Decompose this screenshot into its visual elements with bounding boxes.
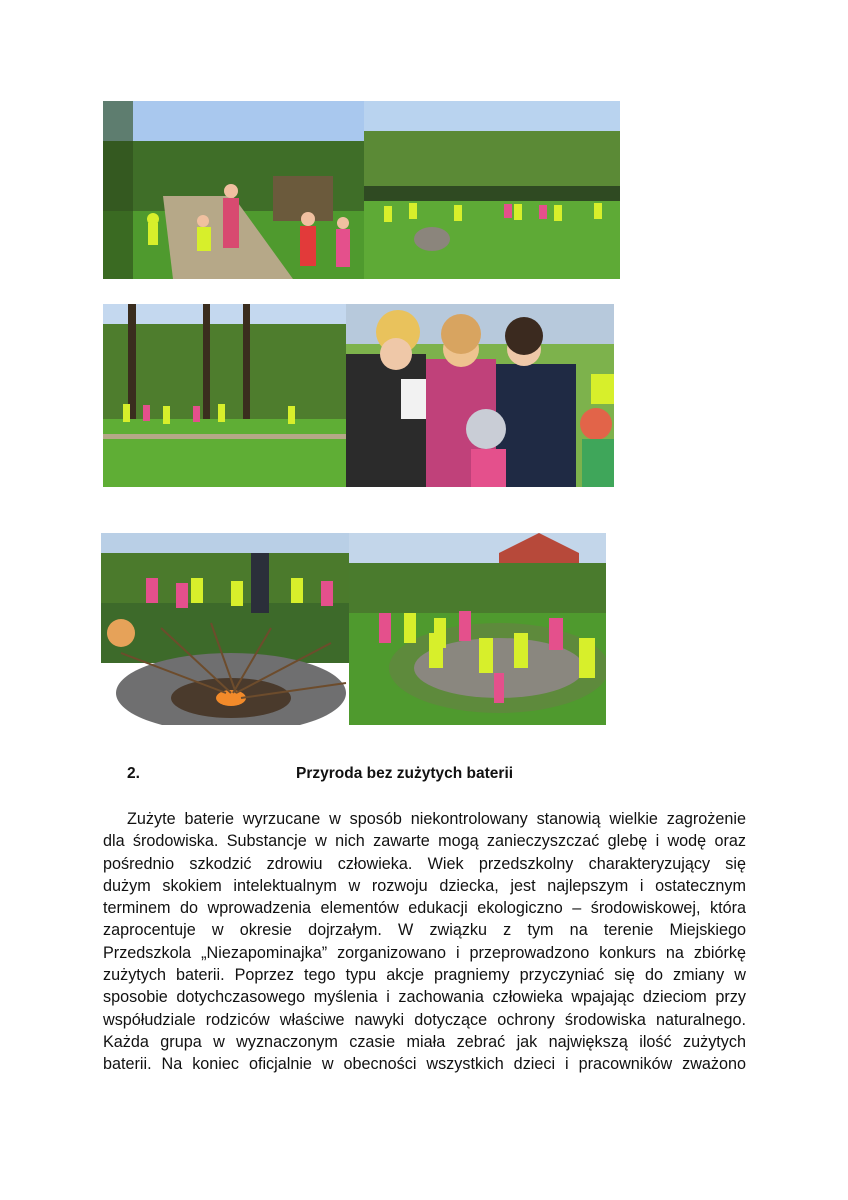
paragraph-line: zaprocentuje w okresie dojrzałym. W związku z tym na terenie Miejskiego bbox=[103, 921, 746, 940]
body-paragraph bbox=[103, 808, 746, 1076]
photo-kids-circle-firepit bbox=[349, 533, 606, 725]
paragraph-line: dużym skokiem intelektualnym w rozwoju dziecka, jest najlepszym i ostatecznym bbox=[103, 876, 746, 895]
paragraph-line: Przedszkola „Niezapominajka” zorganizowano i przeprowadzono konkurs na zbiórkę bbox=[103, 943, 746, 962]
photo-kids-running-lawn bbox=[364, 101, 620, 279]
paragraph-line: baterii. Na koniec oficjalnie w obecności wszystkich dzieci i pracowników zważono bbox=[103, 1055, 746, 1074]
photo-kids-park bbox=[103, 304, 346, 487]
section-title: Przyroda bez zużytych baterii bbox=[296, 765, 514, 782]
photo-campfire-sausages bbox=[101, 533, 349, 725]
paragraph-line: Każda grupa w wyznaczonym czasie miała zebrać jak największą ilość zużytych bbox=[103, 1032, 746, 1051]
paragraph-line: terminem do wprowadzenia elementów edukacji ekologiczno – środowiskowej, która bbox=[103, 899, 746, 918]
paragraph-line: sposobie dotychczasowego myślenia i zachowania człowieka wpajając dzieciom przy bbox=[103, 988, 746, 1007]
paragraph-line: pośrednio szkodzić zdrowiu człowieka. Wiek przedszkolny charakteryzujący się bbox=[103, 854, 746, 873]
section-number: 2. bbox=[127, 765, 140, 782]
photo-interview-children bbox=[346, 304, 614, 487]
paragraph-line: Zużyte baterie wyrzucane w sposób niekontrolowany stanowią wielkie zagrożenie bbox=[127, 810, 746, 828]
paragraph-line: dla środowiska. Substancje w nich zawarte mogą zanieczyszczać glebę i wodę oraz bbox=[103, 832, 746, 851]
paragraph-line: zużytych baterii. Poprzez tego typu akcje pragniemy przyczyniać się do zmiany w bbox=[103, 966, 746, 985]
photo-kids-walking-path bbox=[103, 101, 364, 279]
paragraph-line: współudziale rodziców właściwe nawyki dotyczące ochrony środowiska naturalnego. bbox=[103, 1010, 746, 1029]
